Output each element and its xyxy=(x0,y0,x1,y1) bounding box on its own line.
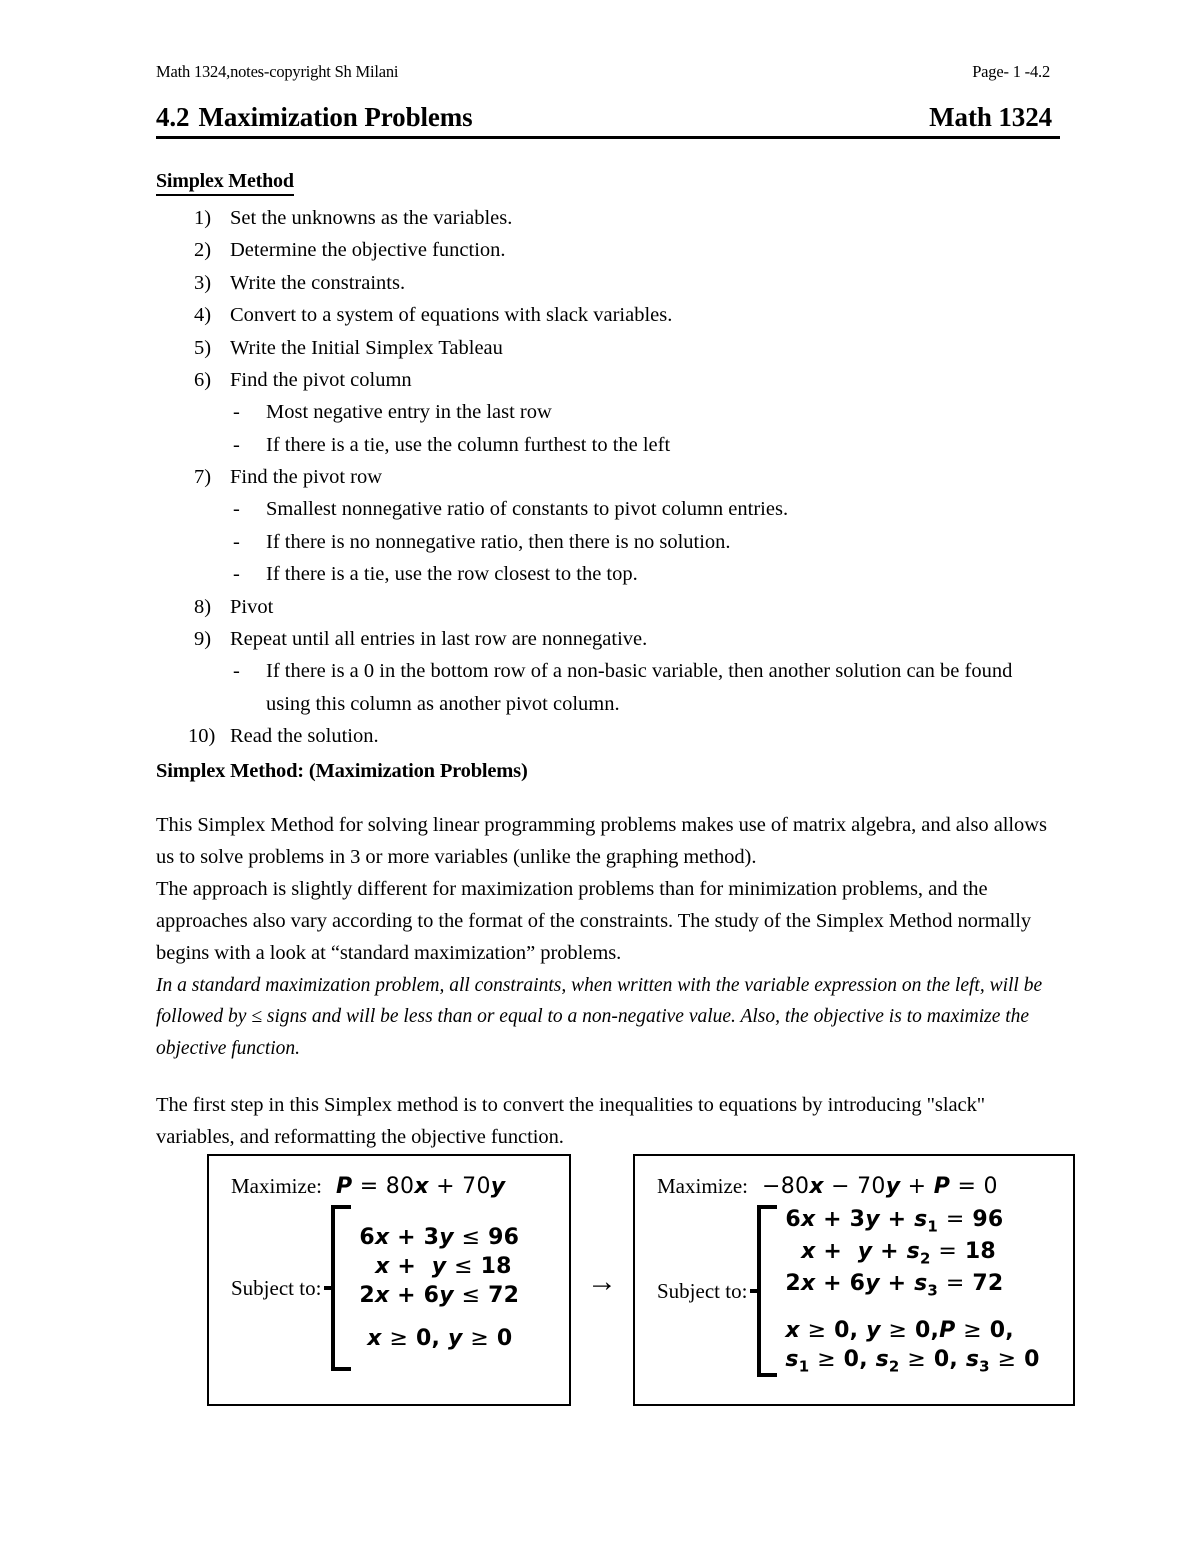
constraint-equations xyxy=(785,1205,1039,1377)
list-item xyxy=(230,526,1060,558)
list-item xyxy=(156,461,1060,591)
list-item xyxy=(230,396,1060,428)
dash-bullet-icon: - xyxy=(233,401,240,424)
dash-bullet-icon: - xyxy=(233,530,240,553)
step-text: Determine the objective function. xyxy=(230,239,506,262)
sub-item-text: If there is a tie, use the row closest to the top. xyxy=(266,563,638,586)
math-boxes-row xyxy=(0,1154,1200,1406)
paragraph-approach: The approach is slightly different for maximization problems than for minimization problems, and the approaches also vary according to the format of the constraints. The study of the Simplex Method normally begins with a look at “standard maximization” problems. xyxy=(156,877,1032,964)
list-item xyxy=(156,267,1060,299)
step-text: Find the pivot row xyxy=(230,466,383,488)
objective-function: −80x − 70y + P = 0 xyxy=(761,1174,998,1199)
spacer xyxy=(359,1310,519,1324)
paragraph-intro: This Simplex Method for solving linear programming problems makes use of matrix algebra, and also allows us to solve problems in 3 or more variables (unlike the graphing method). xyxy=(156,814,1047,868)
maximize-label: Maximize: xyxy=(657,1174,748,1198)
sub-item-text: Smallest nonnegative ratio of constants to pivot column entries. xyxy=(266,498,789,521)
constraint-row: $x + y + s_2 = 18$ xyxy=(801,1239,996,1268)
simplex-steps-list xyxy=(156,202,1060,752)
step-text: Write the Initial Simplex Tableau xyxy=(230,336,503,359)
list-item xyxy=(230,558,1060,590)
maximize-line xyxy=(657,1174,1073,1199)
constraints-group xyxy=(231,1205,569,1371)
constraint-row: $2x + 6y + s_3 = 72$ xyxy=(785,1271,1004,1300)
sub-list xyxy=(230,396,1060,461)
step-number: 5) xyxy=(194,336,212,359)
sub-list xyxy=(230,493,1060,590)
subject-to-label: Subject to: xyxy=(231,1275,322,1300)
maximize-line xyxy=(231,1174,569,1199)
constraint-row: $6x + 3y + s_1 = 96$ xyxy=(785,1207,1004,1236)
maximize-label: Maximize: xyxy=(231,1174,322,1198)
page-title xyxy=(156,102,1060,139)
list-item xyxy=(156,623,1060,720)
section-number: 4.2 xyxy=(156,102,190,132)
step-number: 10) xyxy=(188,725,216,747)
constraint-row: 2x + 6y ≤ 72 xyxy=(359,1283,520,1308)
brace-bracket-icon xyxy=(331,1205,351,1371)
step-text: Find the pivot column xyxy=(230,368,412,391)
step-text: Convert to a system of equations with slack variables. xyxy=(230,304,673,327)
simplex-method-heading-wrap xyxy=(156,169,1060,200)
running-header xyxy=(156,62,1060,82)
list-item xyxy=(156,332,1060,364)
course-code: Math 1324 xyxy=(929,102,1052,132)
step-text: Pivot xyxy=(230,595,274,618)
spacer xyxy=(785,1302,1039,1316)
simplex-method-heading: Simplex Method xyxy=(156,169,294,196)
list-item xyxy=(156,299,1060,331)
title-left-group xyxy=(156,102,473,133)
step-number: 6) xyxy=(194,368,212,391)
step-number: 7) xyxy=(194,466,212,488)
dash-bullet-icon: - xyxy=(233,433,240,456)
paragraph-standard-max-definition: In a standard maximization problem, all constraints, when written with the variable expression on the left, will be followed by ≤ signs and will be less than or equal to a non-negative value. Also, the objective is to maximize the objective function. xyxy=(156,974,1043,1060)
sub-list xyxy=(230,655,1060,720)
objective-function: P = 80x + 70y xyxy=(335,1174,506,1199)
step-text: Read the solution. xyxy=(230,725,379,747)
sub-item-text: If there is a tie, use the column furthest to the left xyxy=(266,433,671,456)
constraint-row: x + y ≤ 18 xyxy=(375,1253,512,1279)
transform-arrow-icon: → xyxy=(587,1265,617,1298)
step-number: 9) xyxy=(194,627,212,650)
list-item xyxy=(230,493,1060,525)
header-page-number: Page- 1 -4.2 xyxy=(972,62,1050,81)
slack-form-box xyxy=(633,1154,1075,1406)
sub-item-text: If there is no nonnegative ratio, then there is no solution. xyxy=(266,530,731,553)
list-item xyxy=(156,364,1060,461)
original-problem-box xyxy=(207,1154,571,1406)
list-item xyxy=(230,429,1060,461)
list-item xyxy=(156,202,1060,234)
list-item xyxy=(156,591,1060,623)
constraint-row: 6x + 3y ≤ 96 xyxy=(359,1224,520,1250)
step-number: 1) xyxy=(194,207,212,229)
brace-bracket-icon xyxy=(757,1205,777,1377)
nonnegativity-row: $s_1 \ge 0$, $s_2 \ge 0$, $s_3 \ge 0$ xyxy=(785,1346,1040,1376)
step-number: 2) xyxy=(194,239,212,262)
step-text: Write the constraints. xyxy=(230,271,406,294)
sub-item-text: If there is a 0 in the bottom row of a non-basic variable, then another solution can be found using this column as another pivot column. xyxy=(266,660,1013,715)
list-item xyxy=(230,655,1060,720)
step-number: 8) xyxy=(194,595,212,618)
sub-item-text: Most negative entry in the last row xyxy=(266,401,552,424)
nonnegativity-row: x ≥ 0, y ≥ 0 xyxy=(367,1326,513,1352)
dash-bullet-icon: - xyxy=(233,660,240,683)
subject-to-label: Subject to: xyxy=(657,1278,748,1303)
simplex-method-max-heading: Simplex Method: (Maximization Problems) xyxy=(156,760,528,783)
nonnegativity-row: x ≥ 0, y ≥ 0,P ≥ 0, xyxy=(785,1317,1014,1343)
list-item xyxy=(156,720,1060,752)
step-number: 3) xyxy=(194,271,212,294)
step-text: Repeat until all entries in last row are nonnegative. xyxy=(230,627,648,650)
list-item xyxy=(156,234,1060,266)
constraint-equations xyxy=(359,1205,519,1371)
step-text: Set the unknowns as the variables. xyxy=(230,207,513,229)
header-left-text: Math 1324,notes-copyright Sh Milani xyxy=(156,62,399,81)
dash-bullet-icon: - xyxy=(233,498,240,521)
step-number: 4) xyxy=(194,304,212,327)
section-title: Maximization Problems xyxy=(198,102,473,132)
paragraph-first-step: The first step in this Simplex method is to convert the inequalities to equations by introducing "slack" variables, and reformatting the objective function. xyxy=(156,1093,986,1148)
dash-bullet-icon: - xyxy=(233,563,240,586)
constraints-group xyxy=(657,1205,1073,1377)
